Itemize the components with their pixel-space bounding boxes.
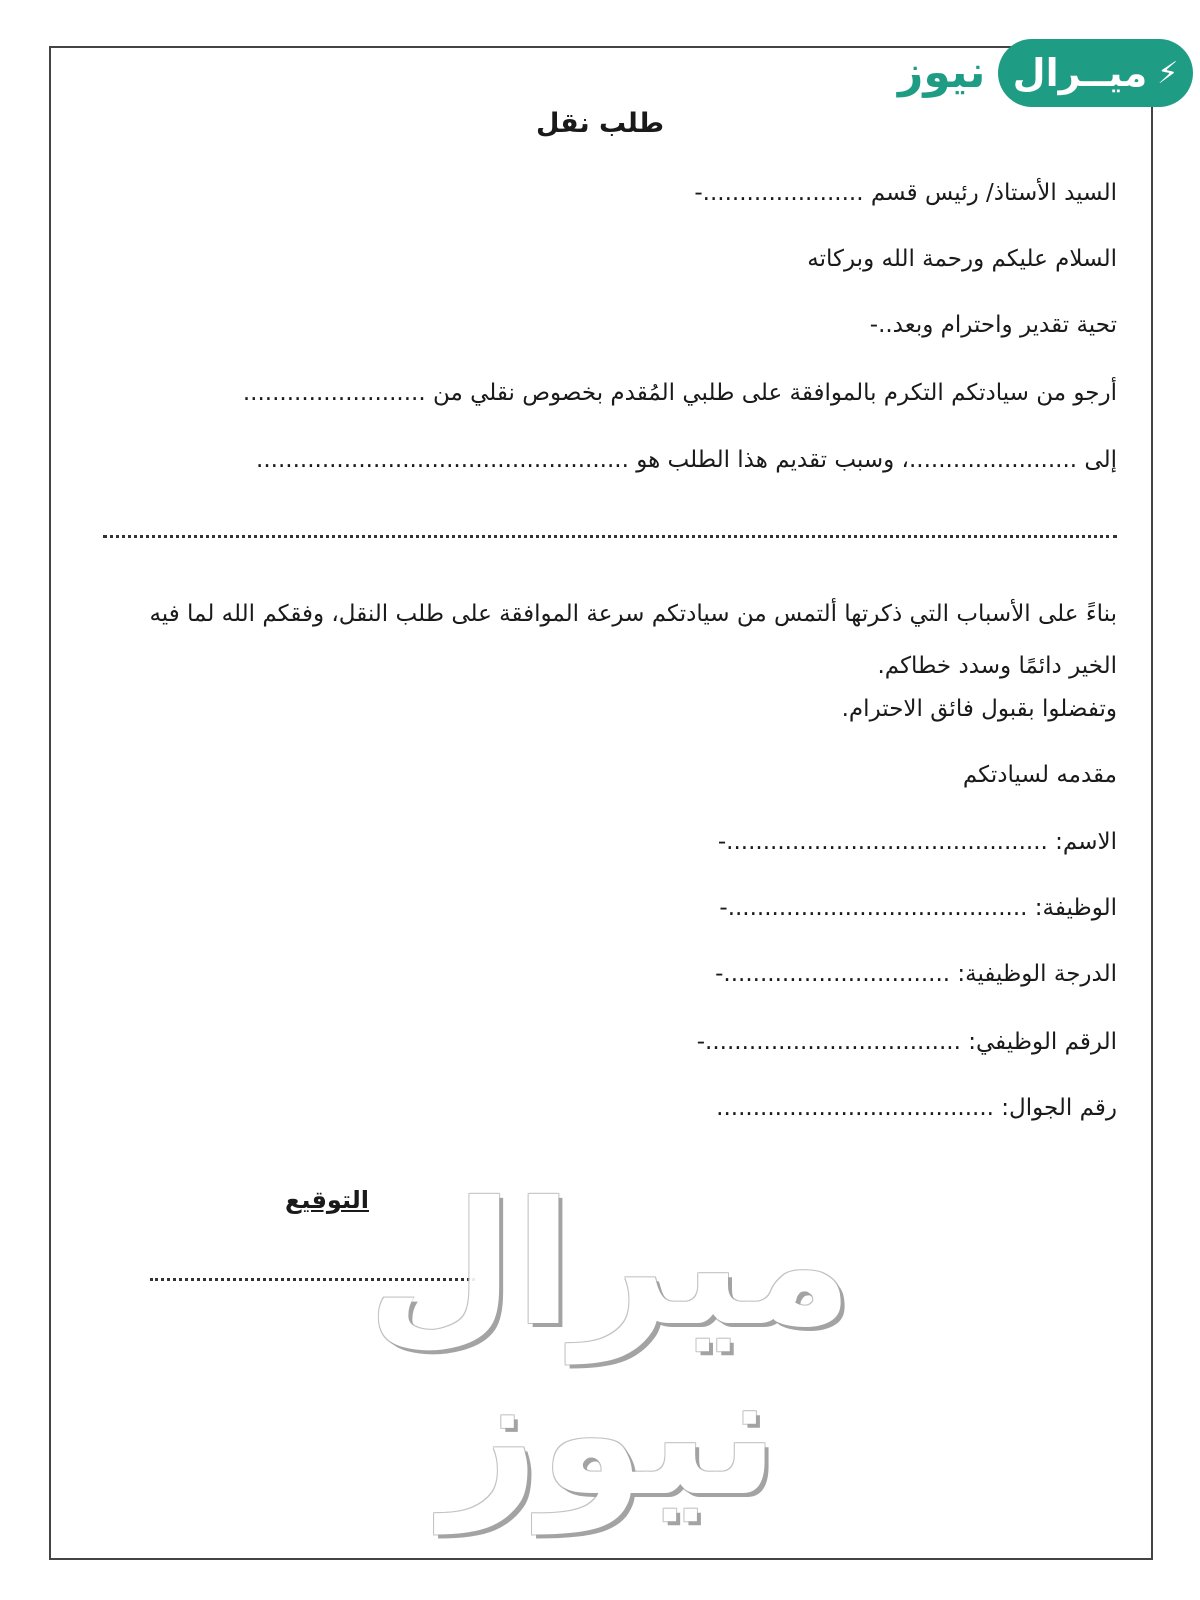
- name-field: الاسم: ............................................-: [717, 829, 1117, 855]
- body-paragraph: بناءً على الأسباب التي ذكرتها ألتمس من سيادتكم سرعة الموافقة على طلب النقل، وفقكم الله لما فيه الخير دائمًا وسدد خطاكم.: [149, 601, 1117, 679]
- submitter-line: مقدمه لسيادتكم: [962, 762, 1117, 788]
- addressee-line: السيد الأستاذ/ رئيس قسم ......................-: [694, 180, 1117, 206]
- job-field: الوظيفة: .........................................-: [719, 895, 1117, 921]
- transfer-reason-line: إلى .......................، وسبب تقديم هذا الطلب هو ...................................................: [256, 447, 1117, 473]
- lightning-icon: ⚡: [1157, 55, 1179, 91]
- mobile-field: رقم الجوال: ......................................: [716, 1095, 1117, 1121]
- site-logo: [898, 37, 1193, 109]
- request-line: أرجو من سيادتكم التكرم بالموافقة على طلبي المُقدم بخصوص نقلي من .........................: [242, 380, 1117, 406]
- logo-pill: [998, 39, 1193, 107]
- greeting-line: السلام عليكم ورحمة الله وبركاته: [807, 246, 1117, 272]
- closing-line: وتفضلوا بقبول فائق الاحترام.: [841, 696, 1117, 722]
- blank-dotted-line: [103, 525, 1117, 538]
- document-title: طلب نقل: [535, 108, 665, 139]
- signature-label: التوقيع: [285, 1186, 369, 1214]
- job-number-field: الرقم الوظيفي: ...................................-: [696, 1029, 1117, 1055]
- logo-pill-text: ميــرال: [1012, 51, 1148, 95]
- salutation-line: تحية تقدير واحترام وبعد..-: [869, 312, 1117, 338]
- logo-word: نيوز: [898, 47, 986, 98]
- watermark: ميرال نيوز: [366, 1166, 854, 1534]
- grade-field: الدرجة الوظيفية: ...............................-: [715, 961, 1117, 987]
